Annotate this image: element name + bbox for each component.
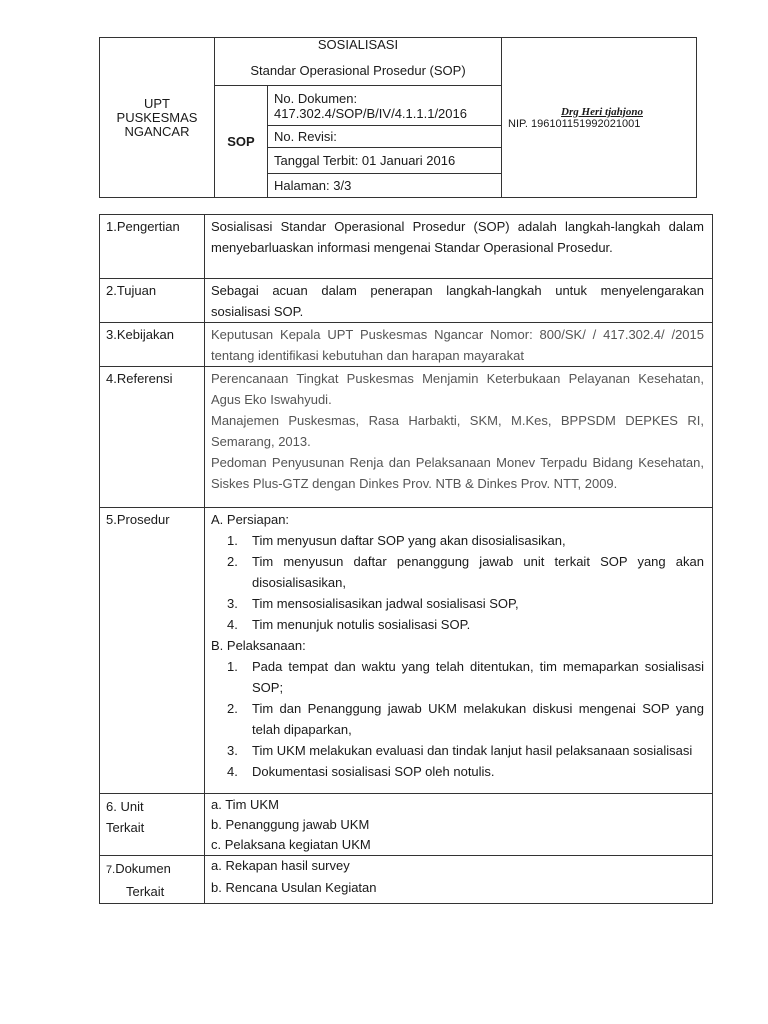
section-text: Keputusan Kepala UPT Puskesmas Ngancar Nomor: 800/SK/ / 417.302.4/ /2015 tentang identifikasi kebutuhan dan harapan mayarakat bbox=[205, 323, 713, 367]
document-header bbox=[99, 37, 697, 198]
section-label: 1.Pengertian bbox=[100, 215, 205, 279]
reference-item: Manajemen Puskesmas, Rasa Harbakti, SKM, M.Kes, BPPSDM DEPKES RI, Semarang, 2013. bbox=[211, 413, 704, 449]
section-label: 3.Kebijakan bbox=[100, 323, 205, 367]
sop-content-table bbox=[99, 214, 713, 904]
org-line-1: UPT bbox=[144, 95, 170, 111]
section-label: 4.Referensi bbox=[100, 367, 205, 508]
section-label bbox=[100, 794, 205, 856]
org-line-3: NGANCAR bbox=[124, 123, 190, 139]
list-item-text: Tim menunjuk notulis sosialisasi SOP. bbox=[252, 617, 471, 632]
section-pengertian bbox=[100, 215, 713, 279]
section-label: 5.Prosedur bbox=[100, 508, 205, 794]
section-label: 2.Tujuan bbox=[100, 279, 205, 323]
section-label-number: 7. bbox=[106, 864, 116, 876]
signer-name: Drg Heri tjahjono bbox=[561, 105, 643, 118]
list-item bbox=[211, 761, 704, 782]
section-text: Sosialisasi Standar Operasional Prosedur (SOP) adalah langkah-langkah dalam menyebarluaskan informasi mengenai Standar Operasional Prosedur. bbox=[205, 215, 713, 279]
list-item bbox=[211, 614, 704, 635]
list-number: 2. bbox=[227, 701, 238, 716]
procedure-steps bbox=[205, 508, 713, 794]
list-item-text: Tim UKM melakukan evaluasi dan tindak lanjut hasil pelaksanaan sosialisasi bbox=[252, 743, 693, 758]
organization-cell bbox=[100, 38, 215, 198]
list-item-text: Tim menyusun daftar penanggung jawab unit terkait SOP yang akan disosialisasikan, bbox=[252, 554, 704, 590]
list-item bbox=[211, 593, 704, 614]
section-text: Sebagai acuan dalam penerapan langkah-langkah untuk menyelengarakan sosialisasi SOP. bbox=[205, 279, 713, 323]
list-item: b. Penanggung jawab UKM bbox=[211, 817, 370, 832]
procedure-part-a-list bbox=[211, 530, 704, 635]
document-number bbox=[268, 86, 502, 126]
list-item-text: Tim dan Penanggung jawab UKM melakukan diskusi mengenai SOP yang telah dipaparkan, bbox=[252, 701, 704, 737]
list-number: 3. bbox=[227, 743, 238, 758]
section-tujuan bbox=[100, 279, 713, 323]
list-item-text: Tim menyusun daftar SOP yang akan disosialisasikan, bbox=[252, 533, 566, 548]
signer-nip: NIP. 196101151992021001 bbox=[508, 117, 641, 130]
section-label-text: Dokumen bbox=[115, 861, 171, 876]
list-number: 4. bbox=[227, 764, 238, 779]
issue-date: Tanggal Terbit: 01 Januari 2016 bbox=[268, 148, 502, 174]
list-item-text: Pada tempat dan waktu yang telah ditentukan, tim memaparkan sosialisasi SOP; bbox=[252, 659, 704, 695]
sop-label: SOP bbox=[215, 86, 268, 198]
section-label-line: 6. Unit bbox=[106, 799, 144, 814]
list-number: 1. bbox=[227, 533, 238, 548]
list-number: 3. bbox=[227, 596, 238, 611]
section-references bbox=[205, 367, 713, 508]
section-label bbox=[100, 856, 205, 904]
section-kebijakan bbox=[100, 323, 713, 367]
reference-item: Pedoman Penyusunan Renja dan Pelaksanaan Monev Terpadu Bidang Kesehatan, Siskes Plus-GTZ dengan Dinkes Prov. NTB & Dinkes Prov. NTT, 2009. bbox=[211, 455, 704, 491]
section-label-line: Terkait bbox=[106, 820, 145, 835]
list-item bbox=[211, 698, 704, 740]
document-subtitle: Standar Operasional Prosedur (SOP) bbox=[250, 63, 466, 78]
related-documents bbox=[205, 856, 713, 904]
section-prosedur bbox=[100, 508, 713, 794]
procedure-part-b-title: B. Pelaksanaan: bbox=[211, 638, 306, 653]
signature-cell bbox=[502, 38, 697, 198]
document-title: SOSIALISASI bbox=[317, 37, 399, 52]
list-item-text: Tim mensosialisasikan jadwal sosialisasi SOP, bbox=[252, 596, 519, 611]
document-title-cell bbox=[215, 38, 502, 86]
list-item bbox=[211, 530, 704, 551]
list-number: 1. bbox=[227, 659, 238, 674]
section-dokumen-terkait bbox=[100, 856, 713, 904]
list-item: b. Rencana Usulan Kegiatan bbox=[211, 880, 377, 895]
section-label-line: Terkait bbox=[126, 884, 165, 899]
procedure-part-a-title: A. Persiapan: bbox=[211, 512, 290, 527]
reference-item: Perencanaan Tingkat Puskesmas Menjamin Keterbukaan Pelayanan Kesehatan, Agus Eko Iswahyudi. bbox=[211, 371, 704, 407]
section-unit-terkait bbox=[100, 794, 713, 856]
org-line-2: PUSKESMAS bbox=[116, 109, 198, 125]
page-number: Halaman: 3/3 bbox=[268, 174, 502, 198]
list-number: 2. bbox=[227, 554, 238, 569]
list-item bbox=[211, 740, 704, 761]
revision-number: No. Revisi: bbox=[268, 126, 502, 148]
related-units bbox=[205, 794, 713, 856]
document-number-label: No. Dokumen: bbox=[274, 90, 358, 106]
list-item-text: Dokumentasi sosialisasi SOP oleh notulis. bbox=[252, 764, 495, 779]
list-item: a. Tim UKM bbox=[211, 797, 279, 812]
list-item bbox=[211, 551, 704, 593]
list-number: 4. bbox=[227, 617, 238, 632]
list-item: a. Rekapan hasil survey bbox=[211, 858, 350, 873]
list-item: c. Pelaksana kegiatan UKM bbox=[211, 837, 371, 852]
list-item bbox=[211, 656, 704, 698]
procedure-part-b-list bbox=[211, 656, 704, 782]
section-referensi bbox=[100, 367, 713, 508]
section-label-line bbox=[106, 858, 204, 881]
document-number-value: 417.302.4/SOP/B/IV/4.1.1.1/2016 bbox=[274, 105, 467, 121]
